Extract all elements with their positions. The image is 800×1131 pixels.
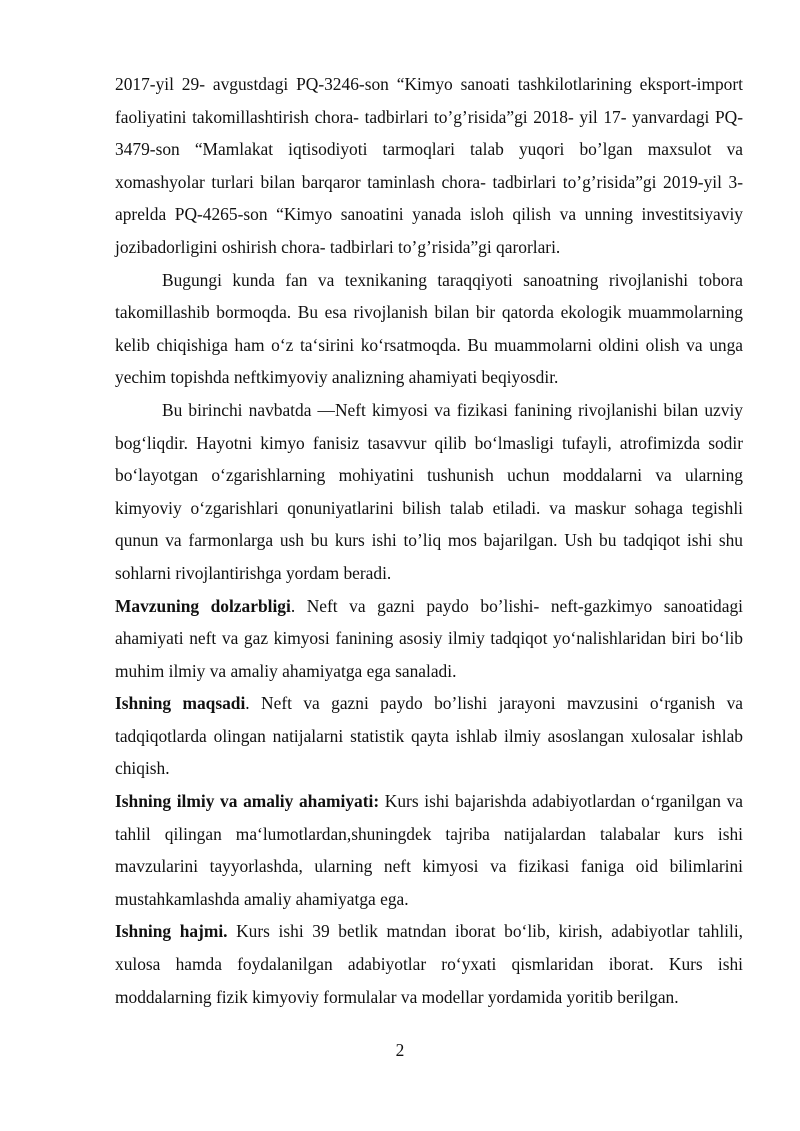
- page-number: 2: [395, 1040, 405, 1060]
- paragraph-decrees: 2017-yil 29- avgustdagi PQ-3246-son “Kimyo sanoati tashkilotlarining eksport-import faoliyatini takomillashtirish chora- tadbirlari to’g’risida”gi 2018- yil 17- yanvardagi PQ-3479-son “Mamlakat iqtisodiyoti tarmoqlari talab yuqori bo’lgan maxsulot va xomashyolar turlari bilan barqaror taminlash chora- tadbirlari to’g’risida”gi 2019-yil 3-aprelda PQ-4265-son “Kimyo sanoatini yanada isloh qilish va unning investitsiyaviy jozibadorligini oshirish chora- tadbirlari to’g’risida”gi qarorlari.: [115, 74, 743, 257]
- section-significance-label: Ishning ilmiy va amaliy ahamiyati:: [115, 791, 380, 812]
- section-relevance-separator: .: [290, 595, 296, 616]
- section-significance-text: Kurs ishi bajarishda adabiyotlardan o‘rganilgan va tahlil qilingan ma‘lumotlardan,shuningdek tajriba natijalardan talabalar kurs ishi mavzularini tayyorlashda, ularning neft kimyosi va fizikasi faniga oid bilimlarini mustahkamlashda amaliy ahamiyatga ega.: [115, 791, 743, 909]
- paragraph-petroleum-chemistry: Bu birinchi navbatda —Neft kimyosi va fizikasi fanining rivojlanishi bilan uzviy bog‘liqdir. Hayotni kimyo fanisiz tasavvur qilib bo‘lmasligi tufayli, atrofimizda sodir bo‘layotgan o‘zgarishlarning mohiyatini tushunish uchun moddalarni va ularning kimyoviy o‘zgarishlari qonuniyatlarini bilish talab etiladi. va maskur sohaga tegishli qunun va farmonlarga ush bu kurs ishi to’liq mos bajarilgan. Ush bu tadqiqot ishi shu sohlarni rivojlantirishga yordam beradi.: [115, 399, 743, 583]
- section-relevance: [115, 590, 743, 688]
- section-volume-label: Ishning hajmi.: [115, 921, 228, 942]
- section-goal: [115, 687, 743, 785]
- section-significance: [115, 785, 743, 915]
- section-relevance-label: Mavzuning dolzarbligi: [115, 595, 291, 616]
- section-goal-text: Neft va gazni paydo bo’lishi jarayoni mavzusini o‘rganish va tadqiqotlarda olingan natijalarni statistik qayta ishlab ilmiy asoslangan xulosalar ishlab chiqish.: [115, 693, 743, 779]
- section-goal-label: Ishning maqsadi: [115, 693, 246, 714]
- section-volume: [115, 915, 743, 1013]
- document-page: [115, 68, 743, 1013]
- section-goal-separator: .: [245, 693, 250, 714]
- section-volume-text: Kurs ishi 39 betlik matndan iborat bo‘lib, kirish, adabiyotlar tahlili, xulosa hamda foydalanilgan adabiyotlar ro‘yxati qismlaridan iborat. Kurs ishi moddalarning fizik kimyoviy formulalar va modellar yordamida yoritib berilgan.: [115, 921, 743, 1007]
- section-relevance-text: Neft va gazni paydo bo’lishi- neft-gazkimyo sanoatidagi ahamiyati neft va gaz kimyosi fanining asosiy ilmiy tadqiqot yo‘nalishlaridan biri bo‘lib muhim ilmiy va amaliy ahamiyatga ega sanaladi.: [115, 595, 743, 681]
- paragraph-science-progress: Bugungi kunda fan va texnikaning taraqqiyoti sanoatning rivojlanishi tobora takomillashib bormoqda. Bu esa rivojlanish bilan bir qatorda ekologik muammolarning kelib chiqishiga ham o‘z ta‘sirini ko‘rsatmoqda. Bu muammolarni oldini olish va unga yechim topishda neftkimyoviy analizning ahamiyati beqiyosdir.: [115, 269, 743, 388]
